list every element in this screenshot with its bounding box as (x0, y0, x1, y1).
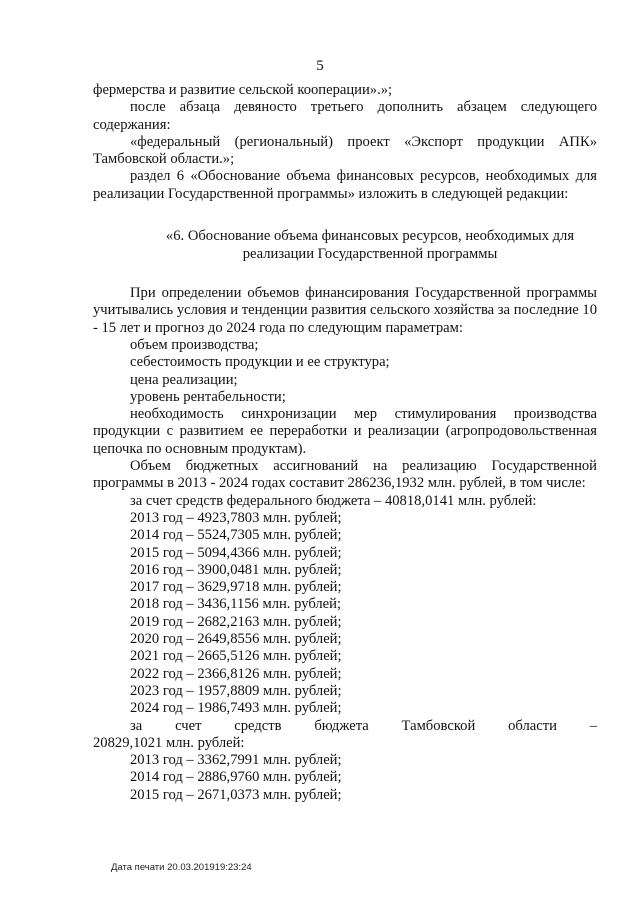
federal-year-item: 2020 год – 2649,8556 млн. рублей; (130, 631, 342, 648)
federal-year-item: 2024 год – 1986,7493 млн. рублей; (130, 700, 342, 717)
budget-paragraph: Объем бюджетных ассигнований на реализацию Государственной программы в 2013 - 2024 годах составит 286236,1932 млн. рублей, в том числе: (93, 458, 597, 492)
parameter-item: себестоимость продукции и ее структура; (130, 354, 390, 371)
federal-year-item: 2017 год – 3629,9718 млн. рублей; (130, 579, 342, 596)
federal-year-item: 2022 год – 2366,8126 млн. рублей; (130, 665, 342, 682)
federal-year-item: 2015 год – 5094,4366 млн. рублей; (130, 544, 342, 561)
intro-paragraph: При определении объемов финансирования Государственной программы учитывались условия и тенденции развития сельского хозяйства за последние 10 - 15 лет и прогноз до 2024 года по следующим параметрам: (93, 285, 597, 336)
document-body (93, 82, 597, 804)
regional-heading-word: средств (234, 717, 282, 734)
federal-year-item: 2014 год – 5524,7305 млн. рублей; (130, 527, 342, 544)
regional-budget-heading (93, 718, 597, 735)
federal-year-item: 2019 год – 2682,2163 млн. рублей; (130, 613, 342, 630)
regional-budget-amount: 20829,1021 млн. рублей: (93, 734, 245, 751)
parameter-item: уровень рентабельности; (130, 388, 286, 405)
regional-heading-word: области (508, 717, 557, 734)
regional-heading-word: бюджета (314, 717, 369, 734)
regional-heading-word: счет (175, 717, 202, 734)
federal-year-item: 2016 год – 3900,0481 млн. рублей; (130, 561, 342, 578)
federal-year-item: 2013 год – 4923,7803 млн. рублей; (130, 509, 342, 526)
regional-heading-word: за (130, 717, 143, 734)
regional-year-item: 2013 год – 3362,7991 млн. рублей; (130, 752, 342, 769)
regional-heading-word: Тамбовской (401, 717, 476, 734)
page-number: 5 (316, 58, 324, 74)
parameter-item: объем производства; (130, 336, 259, 353)
regional-heading-word: – (589, 717, 597, 734)
section-heading (93, 227, 597, 263)
paragraph-1: фермерства и развитие сельской кооперации».»; (93, 82, 393, 98)
paragraph-3: «федеральный (региональный) проект «Экспорт продукции АПК» Тамбовской области.»; (93, 133, 597, 168)
sync-paragraph: необходимость синхронизации мер стимулирования производства продукции с развитием ее переработки и реализации (агропродовольственная цепочка по основным продуктам). (93, 406, 597, 457)
federal-year-item: 2021 год – 2665,5126 млн. рублей; (130, 648, 342, 665)
federal-budget-heading: за счет средств федерального бюджета – 40818,0141 млн. рублей: (130, 492, 537, 509)
regional-year-item: 2015 год – 2671,0373 млн. рублей; (130, 786, 342, 803)
federal-year-item: 2023 год – 1957,8809 млн. рублей; (130, 682, 342, 699)
paragraph-2: после абзаца девяносто третьего дополнить абзацем следующего содержания: (93, 99, 597, 133)
section-heading-line-1: «6. Обоснование объема финансовых ресурсов, необходимых для (165, 228, 575, 245)
regional-year-item: 2014 год – 2886,9760 млн. рублей; (130, 769, 342, 786)
parameter-item: цена реализации; (130, 371, 238, 388)
federal-year-item: 2018 год – 3436,1156 млн. рублей; (130, 596, 342, 613)
section-heading-line-2: реализации Государственной программы (242, 246, 498, 263)
paragraph-4: раздел 6 «Обоснование объема финансовых ресурсов, необходимых для реализации Государственной программы» изложить в следующей редакции: (93, 168, 597, 202)
print-date-footer: Дата печати 20.03.201919:23:24 (111, 862, 252, 873)
